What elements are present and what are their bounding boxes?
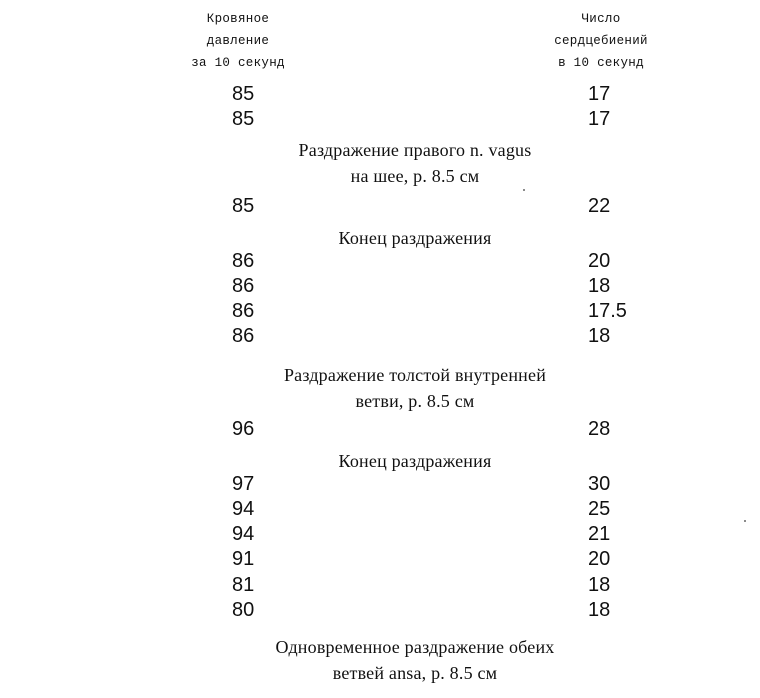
stimulation-end-note bbox=[0, 448, 760, 474]
measurement-row bbox=[0, 598, 760, 623]
measurement-row bbox=[0, 472, 760, 497]
blood-pressure-value: 86 bbox=[232, 300, 255, 322]
note-line: Одновременное раздражение обеих bbox=[275, 637, 555, 657]
stimulation-note bbox=[0, 137, 760, 189]
heart-rate-value: 21 bbox=[588, 523, 611, 545]
header-line: за 10 секунд bbox=[191, 56, 285, 70]
note-line: на шее, р. 8.5 см bbox=[350, 166, 480, 186]
blood-pressure-value: 85 bbox=[232, 83, 255, 105]
stimulation-end-note bbox=[0, 225, 760, 251]
blood-pressure-value: 81 bbox=[232, 574, 255, 596]
measurement-row bbox=[0, 249, 760, 274]
heart-rate-value: 28 bbox=[588, 418, 611, 440]
blood-pressure-value: 94 bbox=[232, 498, 255, 520]
heart-rate-value: 20 bbox=[588, 548, 611, 570]
stimulation-note bbox=[0, 362, 760, 414]
scan-speck bbox=[744, 520, 746, 522]
heart-rate-value: 17 bbox=[588, 83, 611, 105]
measurement-row bbox=[0, 299, 760, 324]
measurement-row bbox=[0, 573, 760, 598]
header-line: Число bbox=[581, 12, 621, 26]
blood-pressure-value: 96 bbox=[232, 418, 255, 440]
blood-pressure-value: 80 bbox=[232, 599, 255, 621]
blood-pressure-value: 86 bbox=[232, 325, 255, 347]
header-line: давление bbox=[206, 34, 270, 48]
heart-rate-value: 18 bbox=[588, 599, 611, 621]
blood-pressure-value: 86 bbox=[232, 275, 255, 297]
header-line: сердцебиений bbox=[554, 34, 648, 48]
scan-speck bbox=[523, 189, 525, 191]
stimulation-note bbox=[0, 634, 760, 686]
heart-rate-value: 18 bbox=[588, 325, 611, 347]
blood-pressure-column-header bbox=[148, 8, 328, 74]
note-line: Конец раздражения bbox=[338, 228, 492, 248]
measurement-row bbox=[0, 82, 760, 107]
heart-rate-value: 30 bbox=[588, 473, 611, 495]
header-line: Кровяное bbox=[206, 12, 270, 26]
heart-rate-value: 18 bbox=[588, 574, 611, 596]
note-line: Конец раздражения bbox=[338, 451, 492, 471]
note-line: Раздражение правого n. vagus bbox=[298, 140, 532, 160]
blood-pressure-value: 97 bbox=[232, 473, 255, 495]
measurement-row bbox=[0, 522, 760, 547]
note-line: ветви, р. 8.5 см bbox=[355, 391, 475, 411]
heart-rate-value: 17 bbox=[588, 108, 611, 130]
note-line: Раздражение толстой внутренней bbox=[283, 365, 547, 385]
measurement-row bbox=[0, 324, 760, 349]
measurement-row bbox=[0, 194, 760, 219]
measurement-row bbox=[0, 547, 760, 572]
heart-rate-column-header bbox=[511, 8, 691, 74]
blood-pressure-value: 91 bbox=[232, 548, 255, 570]
heart-rate-value: 17.5 bbox=[588, 300, 627, 322]
blood-pressure-value: 86 bbox=[232, 250, 255, 272]
blood-pressure-value: 94 bbox=[232, 523, 255, 545]
measurement-row bbox=[0, 107, 760, 132]
heart-rate-value: 18 bbox=[588, 275, 611, 297]
measurement-row bbox=[0, 417, 760, 442]
heart-rate-value: 25 bbox=[588, 498, 611, 520]
measurement-row bbox=[0, 274, 760, 299]
measurement-row bbox=[0, 497, 760, 522]
heart-rate-value: 22 bbox=[588, 195, 611, 217]
blood-pressure-value: 85 bbox=[232, 195, 255, 217]
heart-rate-value: 20 bbox=[588, 250, 611, 272]
note-line: ветвей ansa, р. 8.5 см bbox=[332, 663, 498, 683]
header-line: в 10 секунд bbox=[558, 56, 644, 70]
blood-pressure-value: 85 bbox=[232, 108, 255, 130]
